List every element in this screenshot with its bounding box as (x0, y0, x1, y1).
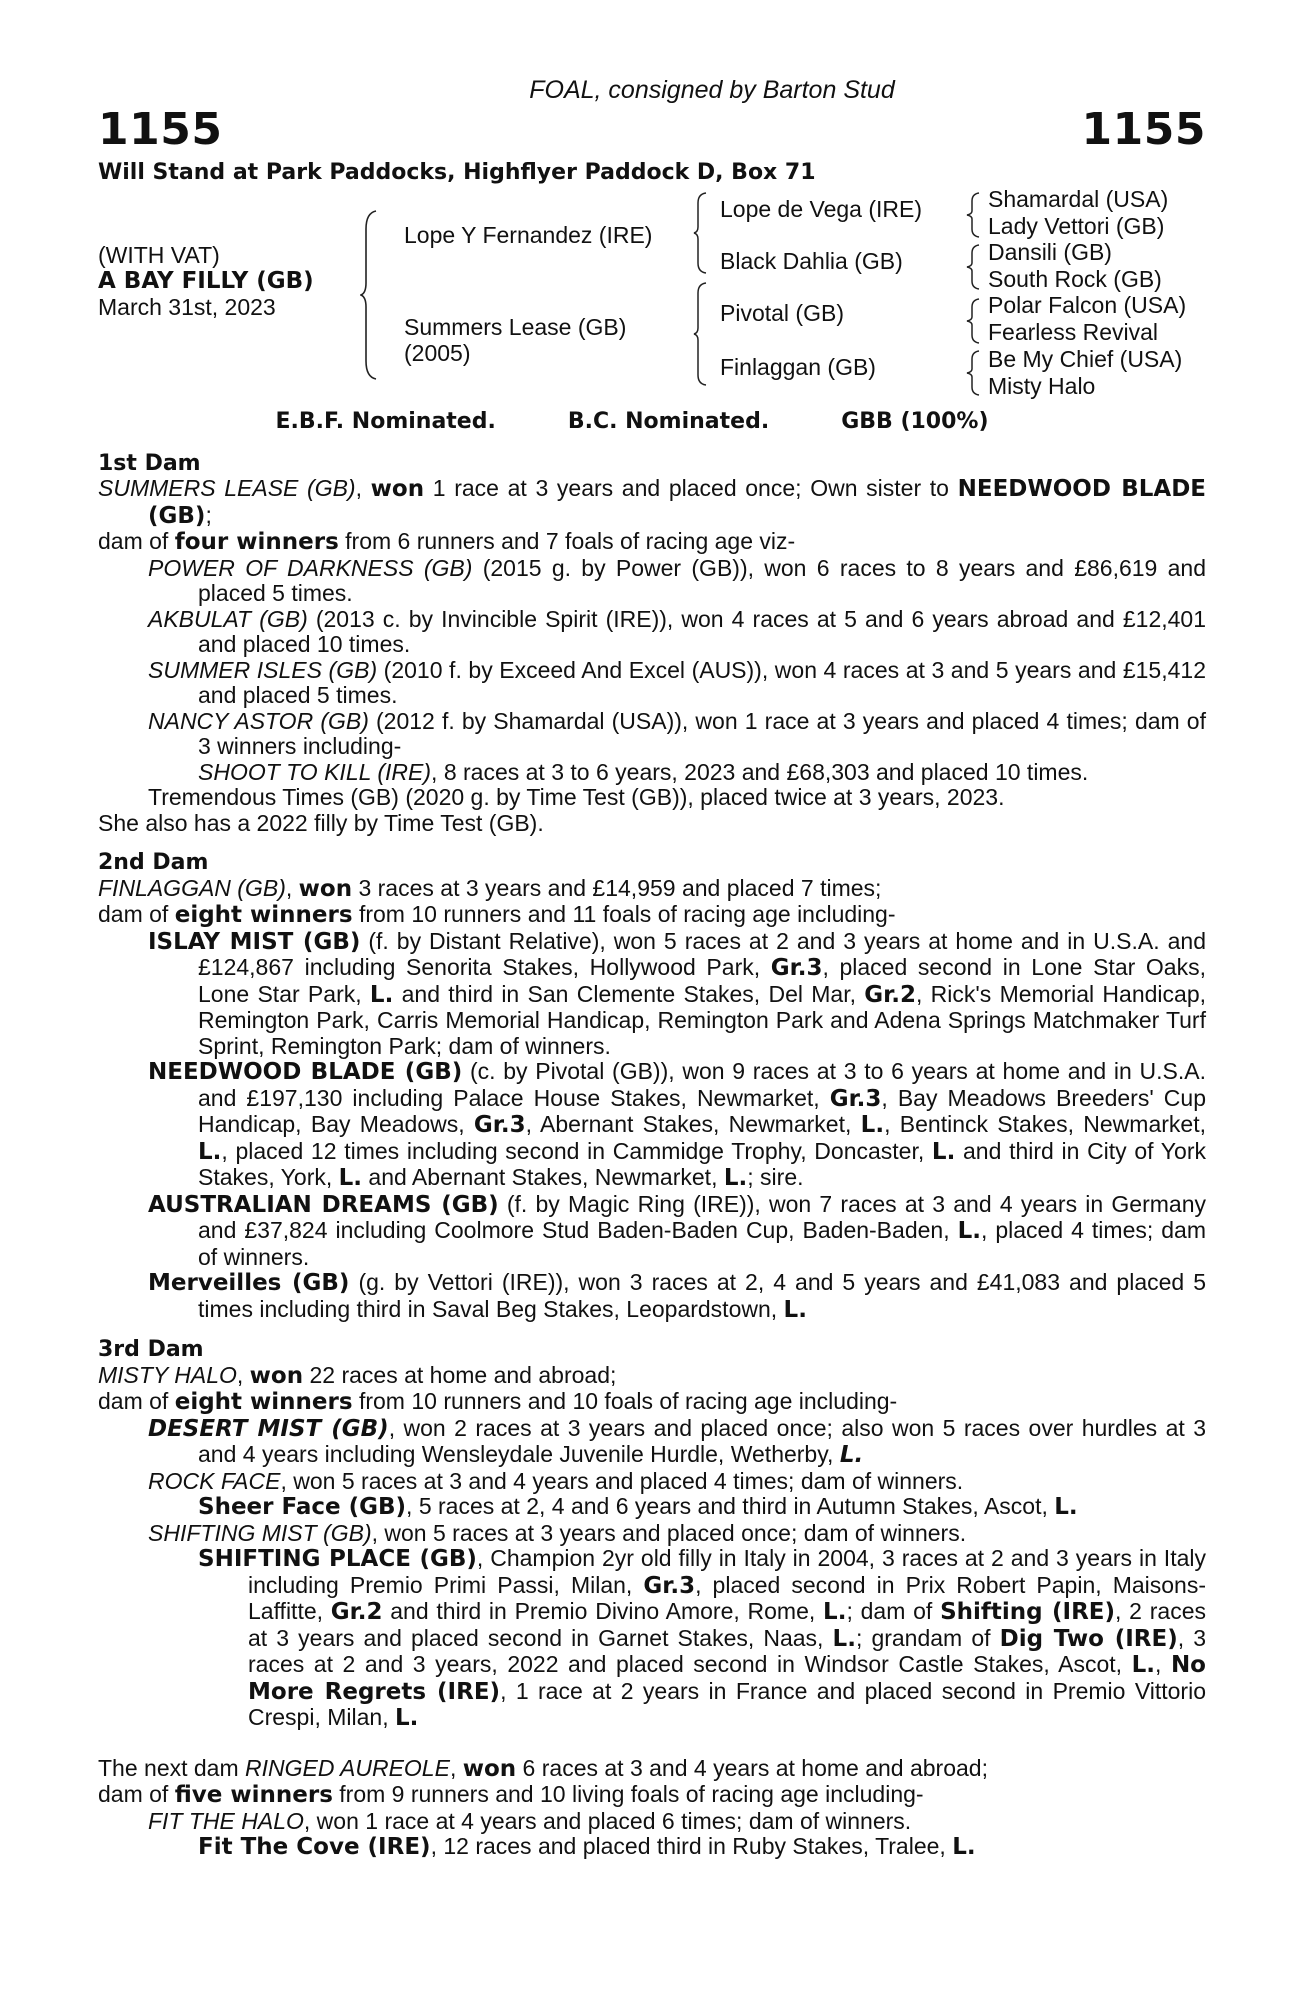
brace-g4 (966, 349, 982, 397)
won-label: won (249, 1362, 304, 1389)
winners-count: eight winners (174, 1389, 353, 1415)
grade: L. (1054, 1494, 1078, 1520)
t: , placed 4 times; dam of winners. (198, 1217, 1206, 1270)
horse-name: DESERT MIST (GB) (148, 1415, 389, 1442)
lot-number-row (98, 104, 1206, 156)
horse-name: SHOOT TO KILL (IRE) (198, 758, 432, 785)
gbb-status: GBB (100%) (841, 409, 989, 434)
horse-name: SHIFTING PLACE (GB) (198, 1546, 477, 1572)
produce-entry (148, 658, 1206, 709)
next-dam-section (98, 1756, 1206, 1861)
grandparent-4: South Rock (GB) (988, 266, 1162, 292)
stand-location: Will Stand at Park Paddocks, Highflyer Paddock D, Box 71 (98, 159, 816, 185)
horse-name: Fit The Cove (IRE) (198, 1834, 431, 1860)
produce-entry (148, 1059, 1206, 1192)
t: , (449, 1754, 463, 1781)
grade: L. (1131, 1652, 1155, 1678)
horse-name: AKBULAT (GB) (148, 605, 308, 632)
t: and third in Premio Divino Amore, Rome, (382, 1598, 824, 1624)
horse-record: (2015 g. by Power (GB)), won 6 races to 8 years and £86,619 and placed 5 times. (198, 554, 1207, 606)
produce-entry (198, 760, 1206, 786)
foaling-date: March 31st, 2023 (98, 294, 276, 320)
vat-note: (WITH VAT) (98, 242, 220, 268)
second-dam-section (98, 850, 1206, 1323)
t: (f. by Magic Ring (IRE)), won 7 races at 3 and 4 years in Germany and £37,824 including Coolmore Stud Baden-Baden Cup, Baden-Baden, (198, 1190, 1206, 1243)
dam-dam: Finlaggan (GB) (720, 354, 876, 380)
sire-name: Lope Y Fernandez (IRE) (404, 222, 653, 248)
text: dam of (98, 1781, 175, 1807)
dam-name: SUMMERS LEASE (GB) (98, 475, 356, 501)
horse-name: AUSTRALIAN DREAMS (GB) (148, 1191, 499, 1218)
dam-record: 6 races at 3 and 4 years at home and abroad; (516, 1754, 988, 1781)
pedigree-chart (98, 187, 1206, 407)
grade: L. (198, 1138, 222, 1165)
section-heading: 2nd Dam (98, 850, 209, 875)
text: dam of (98, 1388, 175, 1414)
text: from 9 runners and 10 living foals of racing age including- (332, 1781, 924, 1807)
t: ; sire. (747, 1164, 804, 1190)
grade: L. (369, 981, 394, 1008)
grandparent-1: Shamardal (USA) (988, 186, 1169, 212)
additional-produce: She also has a 2022 filly by Time Test (GB). (98, 809, 544, 836)
won-label: won (462, 1755, 517, 1782)
horse-name: SUMMER ISLES (GB) (148, 656, 378, 683)
t: , Abernant Stakes, Newmarket, (525, 1111, 861, 1137)
produce-entry (148, 1416, 1206, 1469)
dam-summary: SUMMERS LEASE (GB), won 1 race at 3 years and placed once; Own sister to NEEDWOOD BLADE (GB); (98, 475, 1207, 529)
grandparent-6: Fearless Revival (988, 319, 1158, 345)
t: (f. by Distant Relative), won 5 races at 2 and 3 years at home and in U.S.A. and £124,867 including Senorita Stakes, Hollywood Park, (198, 927, 1206, 980)
t: , placed second in Prix Robert Papin, Maisons-Laffitte, (248, 1571, 1206, 1624)
produce-entry (148, 607, 1206, 658)
grandparent-5: Polar Falcon (USA) (988, 292, 1187, 318)
grade: L. (839, 1442, 864, 1468)
produce-entry (148, 1469, 1206, 1495)
grandparent-3: Dansili (GB) (988, 239, 1112, 265)
dam-summary: FINLAGGAN (GB), won 3 races at 3 years and £14,959 and placed 7 times; (98, 874, 882, 902)
grade: L. (957, 1218, 981, 1244)
catalogue-page (98, 78, 1206, 1861)
brace-sire (693, 191, 709, 275)
t: The next dam (98, 1754, 246, 1781)
grade: Gr.3 (473, 1112, 526, 1138)
brace-g3 (966, 297, 982, 345)
t: , 5 races at 2, 4 and 6 years and third in Autumn Stakes, Ascot, (406, 1493, 1055, 1519)
horse-record: , 8 races at 3 to 6 years, 2023 and £68,303 and placed 10 times. (431, 758, 1089, 785)
t: , Bentinck Stakes, Newmarket, (884, 1111, 1206, 1137)
dam-record: 3 races at 3 years and £14,959 and placed 7 times; (352, 874, 882, 901)
produce-entry (198, 1546, 1206, 1732)
consignor-line: FOAL, consigned by Barton Stud (529, 76, 895, 104)
grade: L. (723, 1165, 748, 1191)
grade: L. (931, 1138, 956, 1165)
produce-entry (148, 1270, 1206, 1323)
produce-entry (148, 1521, 1206, 1547)
t: , 3 races at 2 and 3 years, 2022 and placed second in Windsor Castle Stakes, Ascot, (248, 1624, 1206, 1677)
grade: Gr.2 (864, 981, 916, 1008)
horse-name: Dig Two (IRE) (999, 1625, 1178, 1652)
horse-record: (2010 f. by Exceed And Excel (AUS)), won 4 races at 3 and 5 years and £15,412 and placed 5 times. (198, 656, 1206, 708)
text: dam of (98, 901, 175, 927)
t: , Rick's Memorial Handicap, Remington Park, Carris Memorial Handicap, Remington Park and Adena Springs Matchmaker Turf Sprint, Remington Park; dam of winners. (198, 980, 1207, 1059)
first-dam-section (98, 451, 1206, 837)
brace-main (360, 209, 380, 381)
text: dam of (98, 528, 175, 554)
dam-summary (98, 1363, 1206, 1390)
grade: L. (832, 1625, 856, 1652)
t: (g. by Vettori (IRE)), won 3 races at 2, 4 and 5 years and £41,083 and placed 5 times including third in Saval Beg Stakes, Leopardstown, (198, 1269, 1206, 1322)
t: , 2 races at 3 years and placed second in Garnet Stakes, Naas, (248, 1598, 1206, 1651)
grade: L. (338, 1165, 363, 1191)
section-heading: 1st Dam (98, 450, 201, 476)
horse-name: NANCY ASTOR (GB) (148, 707, 369, 734)
dam-year: (2005) (404, 340, 471, 366)
dam-name: Summers Lease (GB) (404, 314, 627, 340)
dam-name: MISTY HALO (98, 1361, 237, 1388)
ebf-nomination: E.B.F. Nominated. (275, 409, 496, 434)
dam-produce-summary (98, 1782, 1206, 1809)
third-dam-section (98, 1337, 1206, 1732)
horse-name: NEEDWOOD BLADE (GB) (148, 1059, 463, 1085)
dam-produce-summary (98, 529, 1206, 556)
section-heading: 3rd Dam (98, 1337, 204, 1362)
winners-count: eight winners (174, 902, 353, 928)
winners-count: four winners (174, 529, 339, 555)
t: , won 2 races at 3 years and placed once; also won 5 races over hurdles at 3 and 4 years including Wensleydale Juvenile Hurdle, Wetherby, (198, 1414, 1207, 1467)
dam-produce-summary (98, 902, 1206, 929)
dam-produce-summary (98, 1389, 1206, 1416)
t: , placed 12 times including second in Cammidge Trophy, Doncaster, (221, 1137, 932, 1164)
brace-g1 (966, 191, 982, 239)
brace-dam (693, 281, 709, 387)
dam-record: 1 race at 3 years and placed once; Own sister to (424, 475, 958, 501)
produce-entry (148, 1192, 1206, 1271)
horse-record: (2013 c. by Invincible Spirit (IRE)), won 4 races at 5 and 6 years abroad and £12,401 and placed 10 times. (198, 605, 1207, 657)
text: from 10 runners and 10 foals of racing age including- (352, 1388, 898, 1414)
produce-entry (148, 1809, 1206, 1835)
grade: L. (823, 1599, 847, 1625)
text: from 6 runners and 7 foals of racing age viz- (338, 528, 796, 554)
grandparent-2: Lady Vettori (GB) (988, 213, 1165, 239)
t: ; dam of (846, 1598, 941, 1624)
bc-nomination: B.C. Nominated. (567, 409, 770, 434)
dam-name: RINGED AUREOLE (245, 1754, 450, 1781)
grade: L. (952, 1834, 976, 1860)
produce-entry (148, 929, 1206, 1060)
subject-description: A BAY FILLY (GB) (98, 268, 314, 294)
grandparent-7: Be My Chief (USA) (988, 346, 1183, 372)
grade: L. (783, 1296, 807, 1323)
lot-number-left: 1155 (98, 103, 223, 155)
sire-dam: Black Dahlia (GB) (720, 248, 903, 274)
horse-name: POWER OF DARKNESS (GB) (148, 554, 473, 581)
dam-summary (98, 1756, 1206, 1783)
horse-name: No More Regrets (IRE) (248, 1652, 1206, 1705)
nominations (98, 409, 1206, 435)
grade: Gr.2 (330, 1599, 383, 1625)
brace-g2 (966, 243, 982, 291)
horse-name: Merveilles (GB) (148, 1270, 350, 1296)
grade: Gr.3 (770, 955, 823, 981)
grade: L. (394, 1705, 419, 1731)
sibling-name: NEEDWOOD BLADE (GB) (148, 476, 1207, 529)
horse-name: FIT THE HALO (148, 1807, 304, 1834)
horse-name: ISLAY MIST (GB) (148, 928, 361, 955)
horse-name: Shifting (IRE) (940, 1599, 1116, 1625)
t: ; grandam of (855, 1624, 1000, 1651)
won-label: won (298, 875, 353, 902)
t: , 1 race at 2 years in France and placed second in Premio Vittorio Crespi, Milan, (248, 1677, 1206, 1730)
sire-sire: Lope de Vega (IRE) (720, 196, 923, 222)
t: , (236, 1361, 250, 1388)
grade: Gr.3 (829, 1085, 882, 1112)
produce-entry (198, 1494, 1206, 1521)
t: and Abernant Stakes, Newmarket, (362, 1164, 724, 1190)
t: , won 5 races at 3 and 4 years and placed 4 times; dam of winners. (280, 1467, 964, 1494)
horse-name: Sheer Face (GB) (198, 1494, 407, 1520)
won-label: won (370, 476, 425, 502)
produce-entry (198, 1834, 1206, 1861)
produce-entry (148, 556, 1206, 607)
text: from 10 runners and 11 foals of racing age including- (352, 901, 896, 927)
winners-count: five winners (174, 1782, 333, 1808)
grade: L. (860, 1112, 885, 1138)
lot-number-right: 1155 (1081, 103, 1206, 155)
grandparent-8: Misty Halo (988, 373, 1096, 399)
horse-name: SHIFTING MIST (GB) (148, 1519, 372, 1546)
produce-entry (148, 709, 1206, 760)
punct: ; (205, 501, 212, 528)
horse-record: (2012 f. by Shamardal (USA)), won 1 race at 3 years and placed 4 times; dam of 3 winners including- (198, 707, 1206, 759)
t: (c. by Pivotal (GB)), won 9 races at 3 to 6 years at home and in U.S.A. and £197,130 including Palace House Stakes, Newmarket, (198, 1058, 1206, 1111)
dam-name: FINLAGGAN (GB) (98, 874, 286, 901)
horse-name: ROCK FACE (148, 1467, 281, 1494)
t: , won 1 race at 4 years and placed 6 times; dam of winners. (303, 1807, 912, 1834)
t: , Bay Meadows Breeders' Cup Handicap, Bay Meadows, (198, 1084, 1206, 1137)
t: , (1154, 1651, 1171, 1677)
t: and third in City of York Stakes, York, (198, 1137, 1206, 1190)
grade: Gr.3 (643, 1572, 696, 1599)
produce-entry: Tremendous Times (GB) (2020 g. by Time Test (GB)), placed twice at 3 years, 2023. (148, 784, 1005, 810)
t: , won 5 races at 3 years and placed once; dam of winners. (371, 1519, 967, 1546)
t: and third in San Clemente Stakes, Del Mar, (393, 980, 865, 1007)
t: , Champion 2yr old filly in Italy in 2004, 3 races at 2 and 3 years in Italy including Premio Primi Passi, Milan, (248, 1545, 1206, 1598)
dam-sire: Pivotal (GB) (720, 300, 844, 326)
t: , placed second in Lone Star Oaks, Lone Star Park, (198, 954, 1206, 1007)
t: , 12 races and placed third in Ruby Stakes, Tralee, (430, 1833, 953, 1859)
dam-record: 22 races at home and abroad; (303, 1361, 617, 1388)
